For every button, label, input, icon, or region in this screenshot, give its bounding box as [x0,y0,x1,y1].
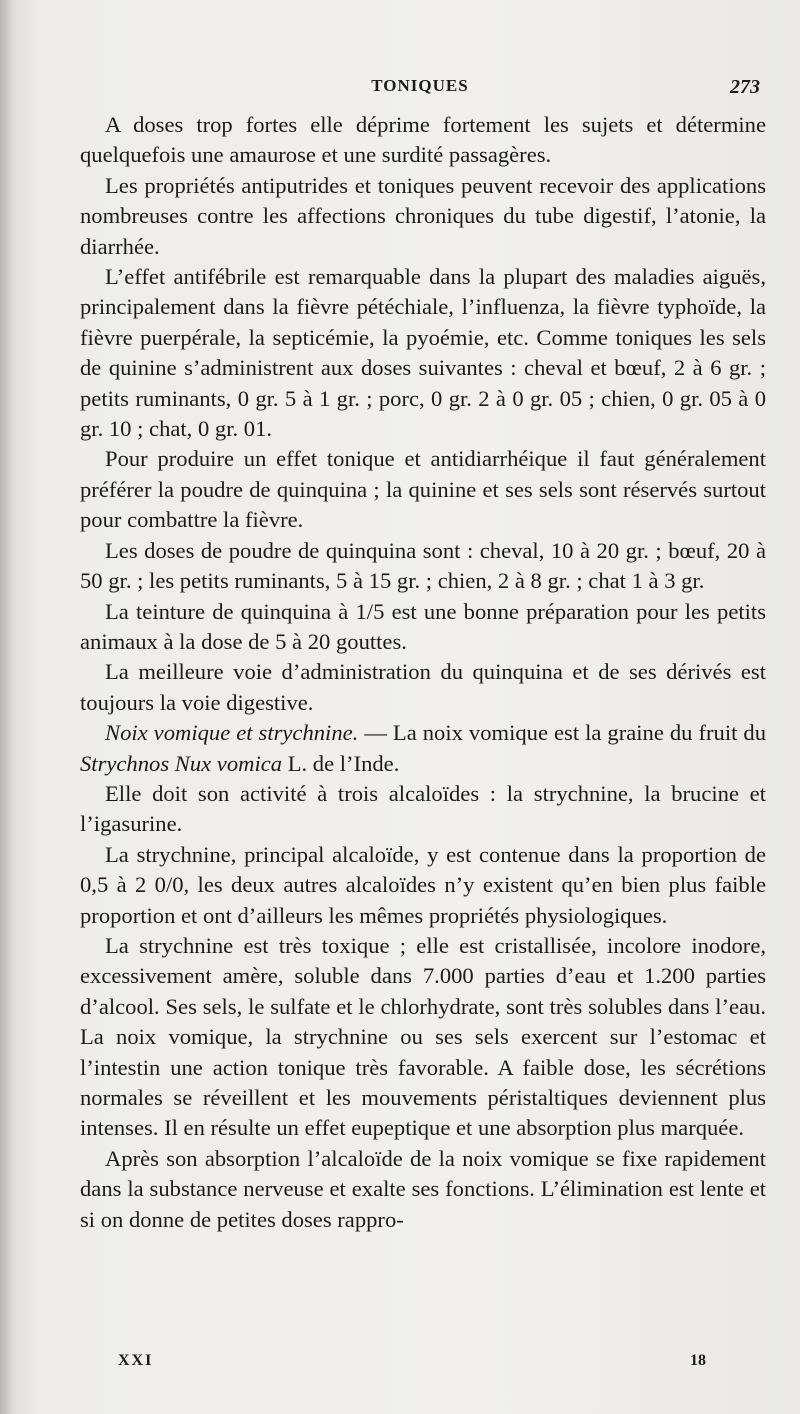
page-footer [80,1352,766,1376]
species-name: Strychnos Nux vomica [80,750,283,776]
paragraph: Elle doit son activité à trois alcaloïdes : la strychnine, la brucine et l’igasurine. [80,780,766,837]
paragraph: A doses trop fortes elle déprime fortement les sujets et détermine quelquefois une amaurose et une surdité passagères. [80,112,766,168]
section-heading-tail: L. de l’Inde. [282,750,400,776]
paragraph: La meilleure voie d’administration du quinquina et de ses dérivés est toujours la voie digestive. [80,659,766,715]
paragraph: Les doses de poudre de quinquina sont : cheval, 10 à 20 gr. ; bœuf, 20 à 50 gr. ; les petits ruminants, 5 à 15 gr. ; chien, 2 à 8 gr. ; chat 1 à 3 gr. [80,537,766,594]
paragraph: La strychnine, principal alcaloïde, y est contenue dans la proportion de 0,5 à 2 0/0, les deux autres alcaloïdes n’y existent qu’en bien plus faible proportion et ont d’ailleurs les mêmes propriétés physiologiques. [80,841,766,928]
running-title: TONIQUES [371,76,469,95]
paragraph: Après son absorption l’alcaloïde de la noix vomique se fixe rapidement dans la substance nerveuse et exalte ses fonctions. L’élimination est lente et si on donne de petites doses rappro- [80,1145,766,1232]
page-gutter-shadow [0,0,14,1414]
section-heading-text: — La noix vomique est la graine du fruit du [358,720,766,746]
section-heading: Noix vomique et strychnine. [105,720,359,746]
paragraph: La strychnine est très toxique ; elle est cristallisée, incolore inodore, excessivement amère, soluble dans 7.000 parties d’eau et 1.200 parties d’alcool. Ses sels, le sulfate et le chlorhydrate, sont très solubles dans l’eau. La noix vomique, la strychnine ou ses sels exercent sur l’estomac et l’intestin une action tonique très favorable. A faible dose, les sécrétions normales se réveillent et les mouvements péristaltiques deviennent plus intenses. Il en résulte un effet eupeptique et une absorption plus marquée. [80,932,766,1141]
paragraph: Pour produire un effet tonique et antidiarrhéique il faut généralement préférer la poudre de quinquina ; la quinine et ses sels sont réservés surtout pour combattre la fièvre. [80,446,766,533]
page-header [80,72,760,102]
body-text [80,110,766,1235]
page-number: 273 [730,76,760,98]
paragraph: La teinture de quinquina à 1/5 est une bonne préparation pour les petits animaux à la dose de 5 à 20 gouttes. [80,598,766,654]
paragraph: Les propriétés antiputrides et toniques peuvent recevoir des applications nombreuses contre les affections chroniques du tube digestif, l’atonie, la diarrhée. [80,172,766,259]
signature-mark: XXI [118,1352,154,1369]
sheet-number: 18 [690,1352,706,1369]
section-heading-paragraph [80,718,766,779]
paragraph: L’effet antifébrile est remarquable dans la plupart des maladies aiguës, principalement dans la fièvre pétéchiale, l’influenza, la fièvre typhoïde, la fièvre puerpérale, la septicémie, la pyoémie, etc. Comme toniques les sels de quinine s’administrent aux doses suivantes : cheval et bœuf, 2 à 6 gr. ; petits ruminants, 0 gr. 5 à 1 gr. ; porc, 0 gr. 2 à 0 gr. 05 ; chien, 0 gr. 05 à 0 gr. 10 ; chat, 0 gr. 01. [80,264,766,442]
